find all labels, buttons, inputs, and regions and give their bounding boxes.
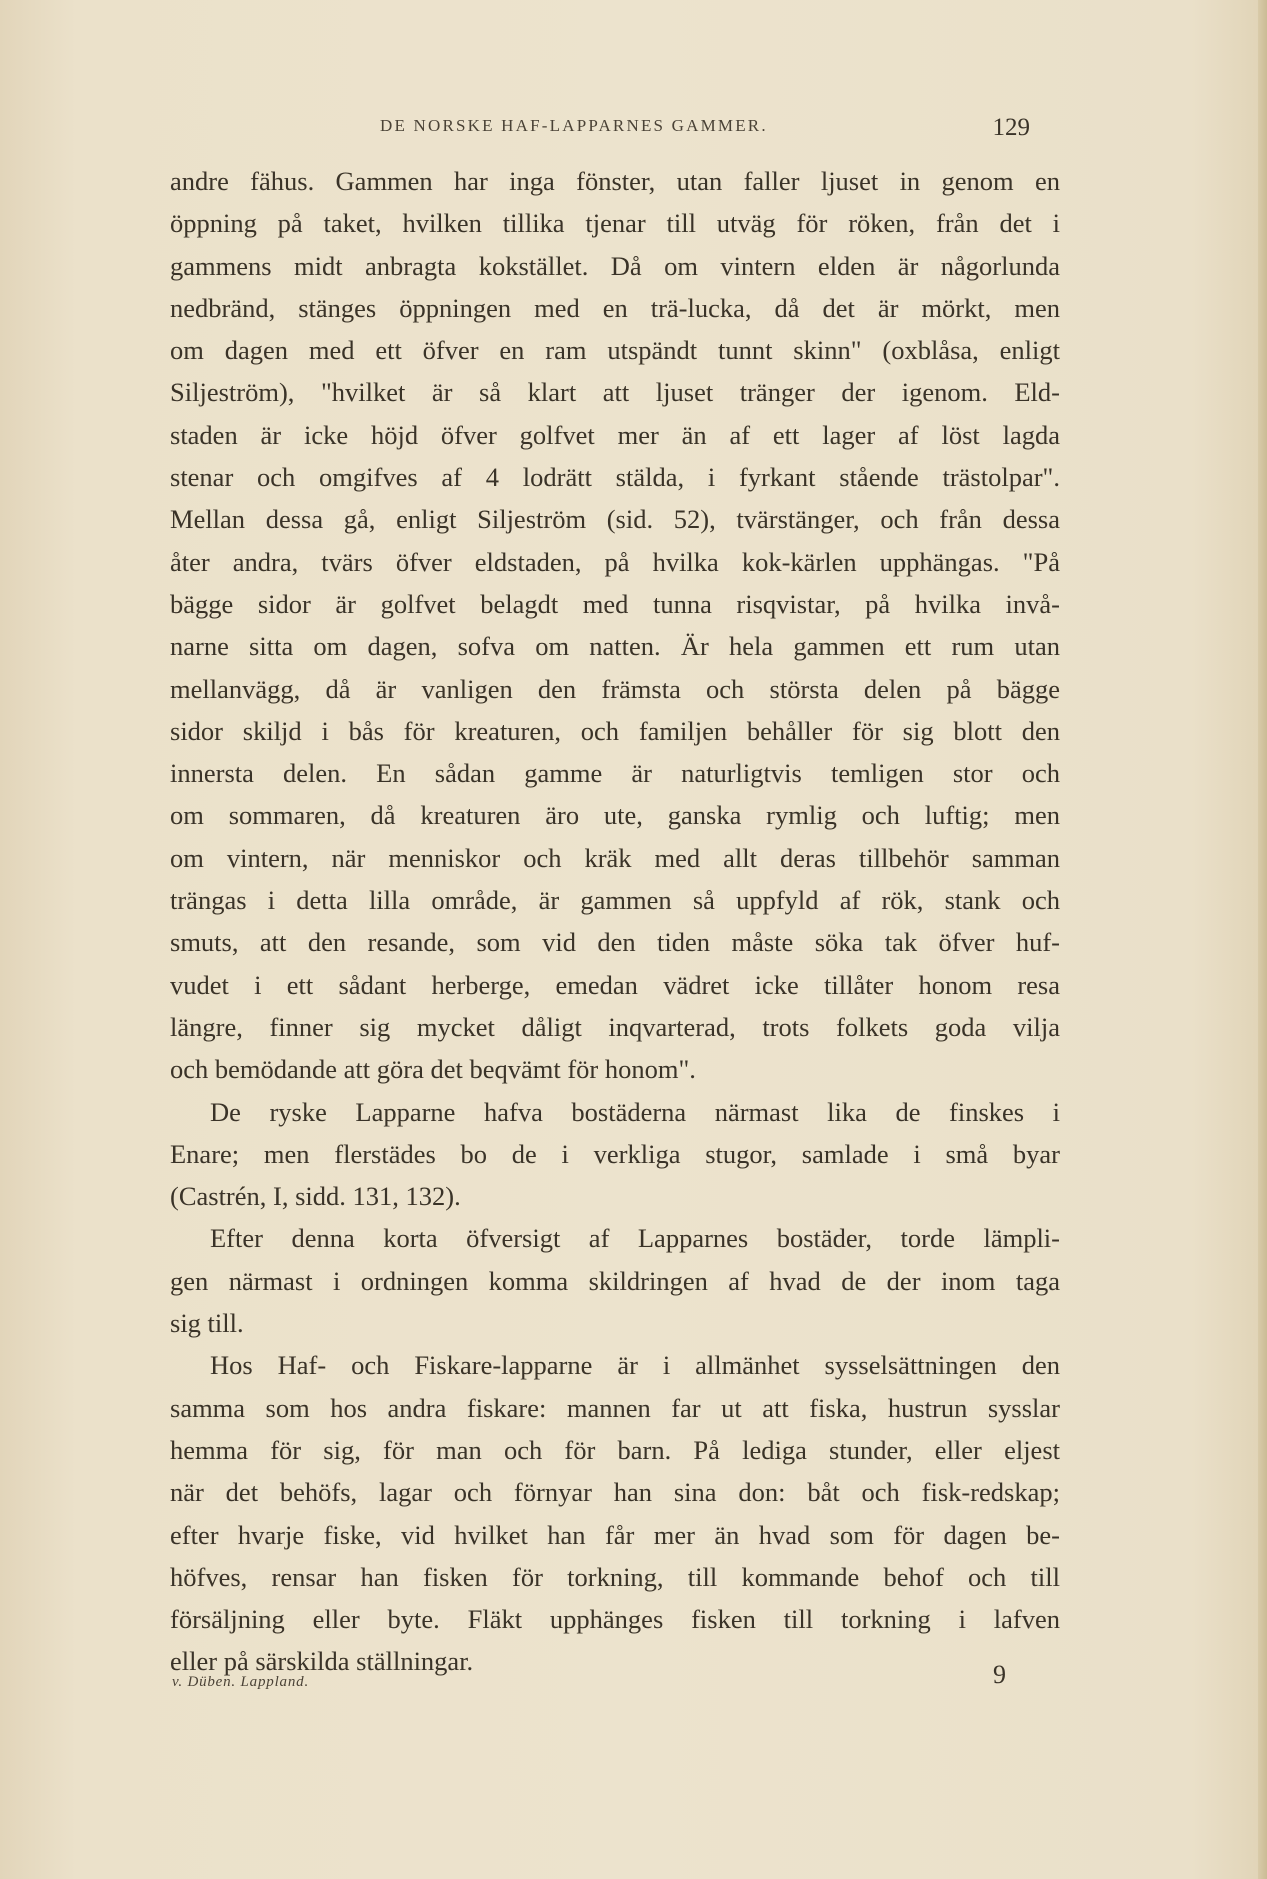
printer-signature: v. Düben. Lappland.	[172, 1674, 309, 1690]
text-line: om sommaren, då kreaturen äro ute, ganska rymlig och luftig; men	[170, 800, 1060, 831]
text-line: hemma för sig, för man och för barn. På lediga stunder, eller eljest	[170, 1434, 1060, 1465]
text-line: öppning på taket, hvilken tillika tjenar till utväg för röken, från det i	[170, 208, 1060, 239]
text-line: trängas i detta lilla område, är gammen så uppfyld af rök, stank och	[170, 885, 1060, 916]
text-line: smuts, att den resande, som vid den tiden måste söka tak öfver huf-	[170, 927, 1060, 958]
paragraph	[170, 1344, 1060, 1682]
page-number: 129	[992, 114, 1030, 141]
text-line: innersta delen. En sådan gamme är naturligtvis temligen stor och	[170, 758, 1060, 789]
text-line: om dagen med ett öfver en ram utspändt tunnt skinn" (oxblåsa, enligt	[170, 335, 1060, 366]
page-edge	[1258, 0, 1267, 1879]
paragraph	[170, 1217, 1060, 1344]
text-line: om vintern, när menniskor och kräk med allt deras tillbehör samman	[170, 842, 1060, 873]
text-line: staden är icke höjd öfver golfvet mer än af ett lager af löst lagda	[170, 419, 1060, 450]
text-line: Hos Haf- och Fiskare-lapparne är i allmänhet sysselsättningen den	[210, 1350, 1060, 1381]
text-line: eller på särskilda ställningar.	[170, 1646, 474, 1677]
running-head	[170, 114, 1060, 144]
body-text	[170, 160, 1060, 1683]
text-line: vudet i ett sådant herberge, emedan vädret icke tillåter honom resa	[170, 969, 1060, 1000]
text-line: stenar och omgifves af 4 lodrätt stälda, i fyrkant stående trästolpar".	[170, 462, 1060, 493]
text-line: bägge sidor är golfvet belagdt med tunna risqvistar, på hvilka invå-	[170, 588, 1060, 619]
text-line: gammens midt anbragta kokstället. Då om vintern elden är någorlunda	[170, 250, 1060, 281]
text-line: efter hvarje fiske, vid hvilket han får mer än hvad som för dagen be-	[170, 1519, 1060, 1550]
sheet-number: 9	[993, 1660, 1006, 1689]
text-line: andre fähus. Gammen har inga fönster, utan faller ljuset in genom en	[170, 166, 1060, 196]
text-line: nedbränd, stänges öppningen med en trä-lucka, då det är mörkt, men	[170, 292, 1060, 323]
text-line: sidor skiljd i bås för kreaturen, och familjen behåller för sig blott den	[170, 715, 1060, 746]
text-line: (Castrén, I, sidd. 131, 132).	[170, 1181, 461, 1212]
text-line: samma som hos andra fiskare: mannen far ut att fiska, hustrun sysslar	[170, 1392, 1060, 1423]
text-line: längre, finner sig mycket dåligt inqvarterad, trots folkets goda vilja	[170, 1011, 1060, 1042]
text-line: De ryske Lapparne hafva bostäderna närmast lika de finskes i	[210, 1096, 1060, 1127]
text-line: åter andra, tvärs öfver eldstaden, på hvilka kok-kärlen upphängas. "På	[170, 546, 1060, 577]
text-line: sig till.	[170, 1308, 244, 1339]
page-footer	[170, 1660, 1060, 1700]
text-line: Enare; men flerstädes bo de i verkliga stugor, samlade i små byar	[170, 1138, 1060, 1169]
paragraph	[170, 1091, 1060, 1218]
paragraph	[170, 160, 1060, 1091]
text-line: narne sitta om dagen, sofva om natten. Är hela gammen ett rum utan	[170, 631, 1060, 662]
text-line: gen närmast i ordningen komma skildringen af hvad de der inom taga	[170, 1265, 1060, 1296]
running-title: DE NORSKE HAF-LAPPARNES GAMMER.	[380, 116, 768, 135]
text-line: och bemödande att göra det beqvämt för honom".	[170, 1054, 696, 1085]
text-line: försäljning eller byte. Fläkt upphänges fisken till torkning i lafven	[170, 1604, 1060, 1635]
text-line: Siljeström), "hvilket är så klart att ljuset tränger der igenom. Eld-	[170, 377, 1060, 408]
text-line: mellanvägg, då är vanligen den främsta och största delen på bägge	[170, 673, 1060, 704]
text-line: när det behöfs, lagar och förnyar han sina don: båt och fisk-redskap;	[170, 1477, 1060, 1508]
text-line: Efter denna korta öfversigt af Lapparnes bostäder, torde lämpli-	[210, 1223, 1060, 1254]
text-line: höfves, rensar han fisken för torkning, till kommande behof och till	[170, 1561, 1060, 1592]
text-line: Mellan dessa gå, enligt Siljeström (sid. 52), tvärstänger, och från dessa	[170, 504, 1060, 535]
